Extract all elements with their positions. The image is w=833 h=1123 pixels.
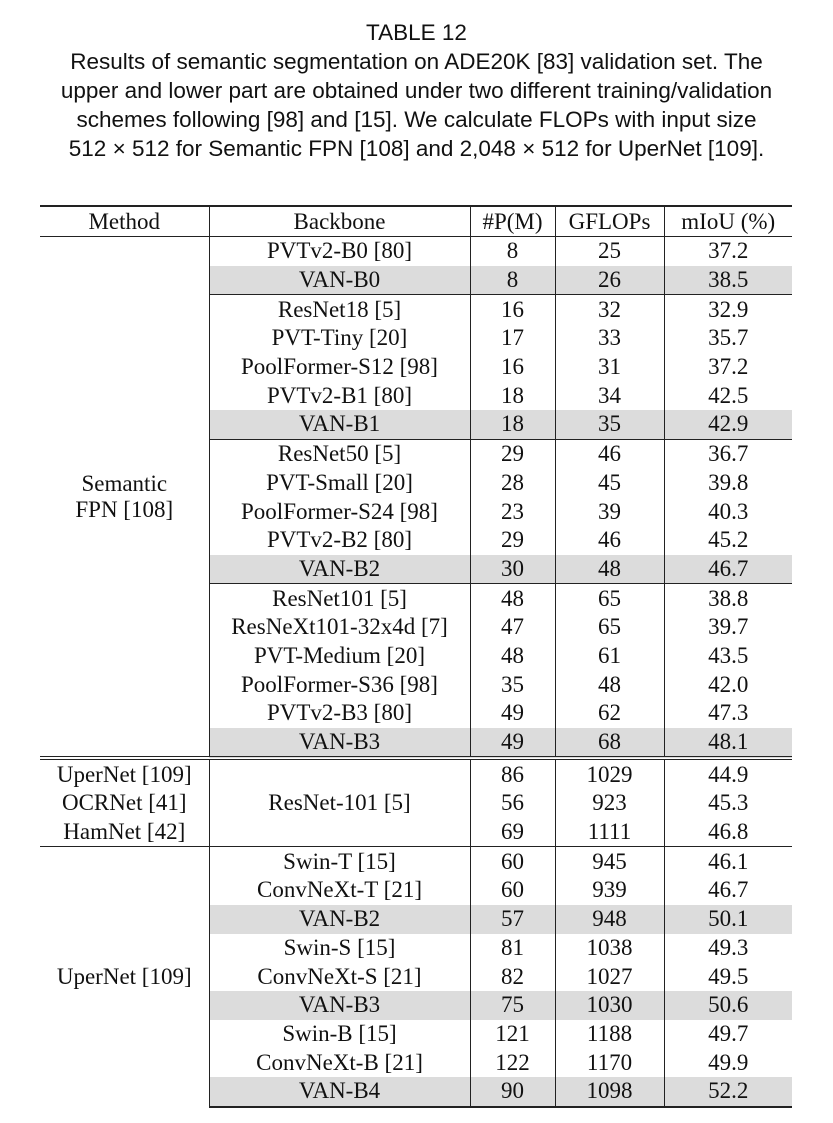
backbone-cell: PVTv2-B3 [80] <box>209 699 470 728</box>
params-cell: 48 <box>470 584 555 613</box>
gflops-cell: 45 <box>555 469 664 498</box>
params-cell: 29 <box>470 526 555 555</box>
miou-cell: 43.5 <box>708 642 749 668</box>
backbone-cell: PoolFormer-S36 [98] <box>209 670 470 699</box>
params-cell: 16 <box>470 353 555 382</box>
miou-cell: 37.2 <box>708 354 749 380</box>
backbone-cell: ResNet18 [5] <box>209 295 470 324</box>
backbone-cell: Swin-S [15] <box>209 934 470 963</box>
miou-cell: 48.1 <box>664 728 792 759</box>
gflops-cell: 1038 <box>555 934 664 963</box>
backbone-cell: Swin-T [15] <box>209 847 470 876</box>
backbone-cell-resnet101: ResNet-101 [5] <box>209 758 470 847</box>
table-row <box>40 237 792 266</box>
gflops-cell: 33 <box>555 324 664 353</box>
backbone-cell: VAN-B3 <box>209 991 470 1020</box>
miou-cell: 49.5 <box>708 963 749 989</box>
method-label: Semantic <box>81 470 168 496</box>
caption-line: upper and lower part are obtained under two different training/validation <box>60 78 773 103</box>
gflops-cell: 61 <box>555 642 664 671</box>
header-backbone: Backbone <box>209 206 470 237</box>
params-cell: 60 <box>470 876 555 905</box>
params-cell: 81 <box>470 934 555 963</box>
backbone-cell: ConvNeXt-S [21] <box>209 962 470 991</box>
params-cell: 49 <box>470 728 555 759</box>
caption-line: 512 × 512 for Semantic FPN [108] and 2,048 × 512 for UperNet [109]. <box>68 136 765 161</box>
gflops-cell: 48 <box>555 670 664 699</box>
backbone-cell: VAN-B0 <box>209 266 470 295</box>
backbone-cell: VAN-B4 <box>209 1077 470 1107</box>
table-row <box>40 758 792 789</box>
miou-cell: 40.3 <box>708 498 749 524</box>
backbone-cell: ResNet101 [5] <box>209 584 470 613</box>
params-cell: 18 <box>470 381 555 410</box>
backbone-cell: VAN-B2 <box>209 905 470 934</box>
backbone-cell: PVTv2-B2 [80] <box>209 526 470 555</box>
backbone-cell: ResNet50 [5] <box>209 439 470 468</box>
method-cell-semantic-fpn <box>40 237 209 759</box>
gflops-cell: 62 <box>555 699 664 728</box>
miou-cell: 46.8 <box>708 819 749 845</box>
miou-cell: 42.9 <box>664 410 792 439</box>
header-params: #P(M) <box>470 206 555 237</box>
gflops-cell: 948 <box>555 905 664 934</box>
params-cell: 60 <box>470 847 555 876</box>
miou-cell: 36.7 <box>664 439 792 468</box>
header-gflops: GFLOPs <box>555 206 664 237</box>
gflops-cell: 945 <box>555 847 664 876</box>
gflops-cell: 65 <box>555 584 664 613</box>
miou-cell: 35.7 <box>708 325 749 351</box>
gflops-cell: 923 <box>555 789 664 818</box>
miou-cell: 50.1 <box>664 905 792 934</box>
method-cell-upernet: UperNet [109] <box>40 847 209 1107</box>
miou-cell: 50.6 <box>664 991 792 1020</box>
params-cell: 29 <box>470 439 555 468</box>
miou-cell: 49.3 <box>708 934 749 960</box>
gflops-cell: 68 <box>555 728 664 759</box>
method-cell: HamNet [42] <box>40 818 209 847</box>
backbone-cell: ResNeXt101-32x4d [7] <box>209 613 470 642</box>
backbone-cell: VAN-B1 <box>209 410 470 439</box>
miou-cell: 37.2 <box>708 238 749 264</box>
gflops-cell: 32 <box>555 295 664 324</box>
backbone-cell: PVTv2-B0 [80] <box>209 237 470 266</box>
params-cell: 17 <box>470 324 555 353</box>
table-label: TABLE 12 <box>366 20 467 45</box>
backbone-cell: PoolFormer-S12 [98] <box>209 353 470 382</box>
gflops-cell: 65 <box>555 613 664 642</box>
method-label: FPN [108] <box>75 496 174 522</box>
params-cell: 49 <box>470 699 555 728</box>
miou-cell: 49.7 <box>708 1020 749 1046</box>
gflops-cell: 34 <box>555 381 664 410</box>
gflops-cell: 26 <box>555 266 664 295</box>
gflops-cell: 35 <box>555 410 664 439</box>
params-cell: 47 <box>470 613 555 642</box>
miou-cell: 46.7 <box>708 877 749 903</box>
caption-line: Results of semantic segmentation on ADE20K [83] validation set. The <box>70 49 763 74</box>
params-cell: 8 <box>470 266 555 295</box>
backbone-cell: PVT-Small [20] <box>209 469 470 498</box>
backbone-cell: PVTv2-B1 [80] <box>209 381 470 410</box>
params-cell: 121 <box>470 1020 555 1049</box>
params-cell: 8 <box>470 237 555 266</box>
table-row <box>40 847 792 876</box>
backbone-cell: VAN-B3 <box>209 728 470 759</box>
miou-cell: 32.9 <box>664 295 792 324</box>
header-method: Method <box>40 206 209 237</box>
miou-cell: 39.7 <box>708 614 749 640</box>
gflops-cell: 939 <box>555 876 664 905</box>
miou-cell: 42.5 <box>708 382 749 408</box>
miou-cell: 49.9 <box>708 1049 749 1075</box>
gflops-cell: 25 <box>555 237 664 266</box>
miou-cell: 39.8 <box>708 469 749 495</box>
miou-cell: 45.3 <box>708 790 749 816</box>
backbone-cell: ConvNeXt-T [21] <box>209 876 470 905</box>
gflops-cell: 46 <box>555 439 664 468</box>
params-cell: 28 <box>470 469 555 498</box>
gflops-cell: 1030 <box>555 991 664 1020</box>
method-cell: OCRNet [41] <box>40 789 209 818</box>
miou-cell: 44.9 <box>664 758 792 789</box>
params-cell: 57 <box>470 905 555 934</box>
gflops-cell: 48 <box>555 555 664 584</box>
gflops-cell: 1170 <box>555 1048 664 1077</box>
gflops-cell: 1188 <box>555 1020 664 1049</box>
backbone-cell: Swin-B [15] <box>209 1020 470 1049</box>
results-table <box>40 205 792 1108</box>
gflops-cell: 46 <box>555 526 664 555</box>
params-cell: 86 <box>470 758 555 789</box>
params-cell: 48 <box>470 642 555 671</box>
gflops-cell: 1029 <box>555 758 664 789</box>
miou-cell: 52.2 <box>664 1077 792 1107</box>
caption-line: schemes following [98] and [15]. We calculate FLOPs with input size <box>76 107 757 132</box>
miou-cell: 38.8 <box>664 584 792 613</box>
header-row <box>40 206 792 237</box>
params-cell: 69 <box>470 818 555 847</box>
gflops-cell: 1098 <box>555 1077 664 1107</box>
params-cell: 122 <box>470 1048 555 1077</box>
miou-cell: 46.1 <box>664 847 792 876</box>
backbone-cell: PVT-Medium [20] <box>209 642 470 671</box>
params-cell: 16 <box>470 295 555 324</box>
method-cell: UperNet [109] <box>40 758 209 789</box>
backbone-cell: ConvNeXt-B [21] <box>209 1048 470 1077</box>
backbone-cell: PVT-Tiny [20] <box>209 324 470 353</box>
backbone-cell: PoolFormer-S24 [98] <box>209 497 470 526</box>
table-caption <box>0 18 833 163</box>
gflops-cell: 39 <box>555 497 664 526</box>
header-miou: mIoU (%) <box>664 206 792 237</box>
gflops-cell: 1027 <box>555 962 664 991</box>
backbone-cell: VAN-B2 <box>209 555 470 584</box>
params-cell: 75 <box>470 991 555 1020</box>
params-cell: 35 <box>470 670 555 699</box>
miou-cell: 38.5 <box>664 266 792 295</box>
params-cell: 56 <box>470 789 555 818</box>
params-cell: 90 <box>470 1077 555 1107</box>
gflops-cell: 1111 <box>555 818 664 847</box>
miou-cell: 46.7 <box>664 555 792 584</box>
params-cell: 82 <box>470 962 555 991</box>
params-cell: 18 <box>470 410 555 439</box>
gflops-cell: 31 <box>555 353 664 382</box>
miou-cell: 47.3 <box>708 700 749 726</box>
miou-cell: 45.2 <box>708 527 749 553</box>
miou-cell: 42.0 <box>708 671 749 697</box>
params-cell: 30 <box>470 555 555 584</box>
params-cell: 23 <box>470 497 555 526</box>
